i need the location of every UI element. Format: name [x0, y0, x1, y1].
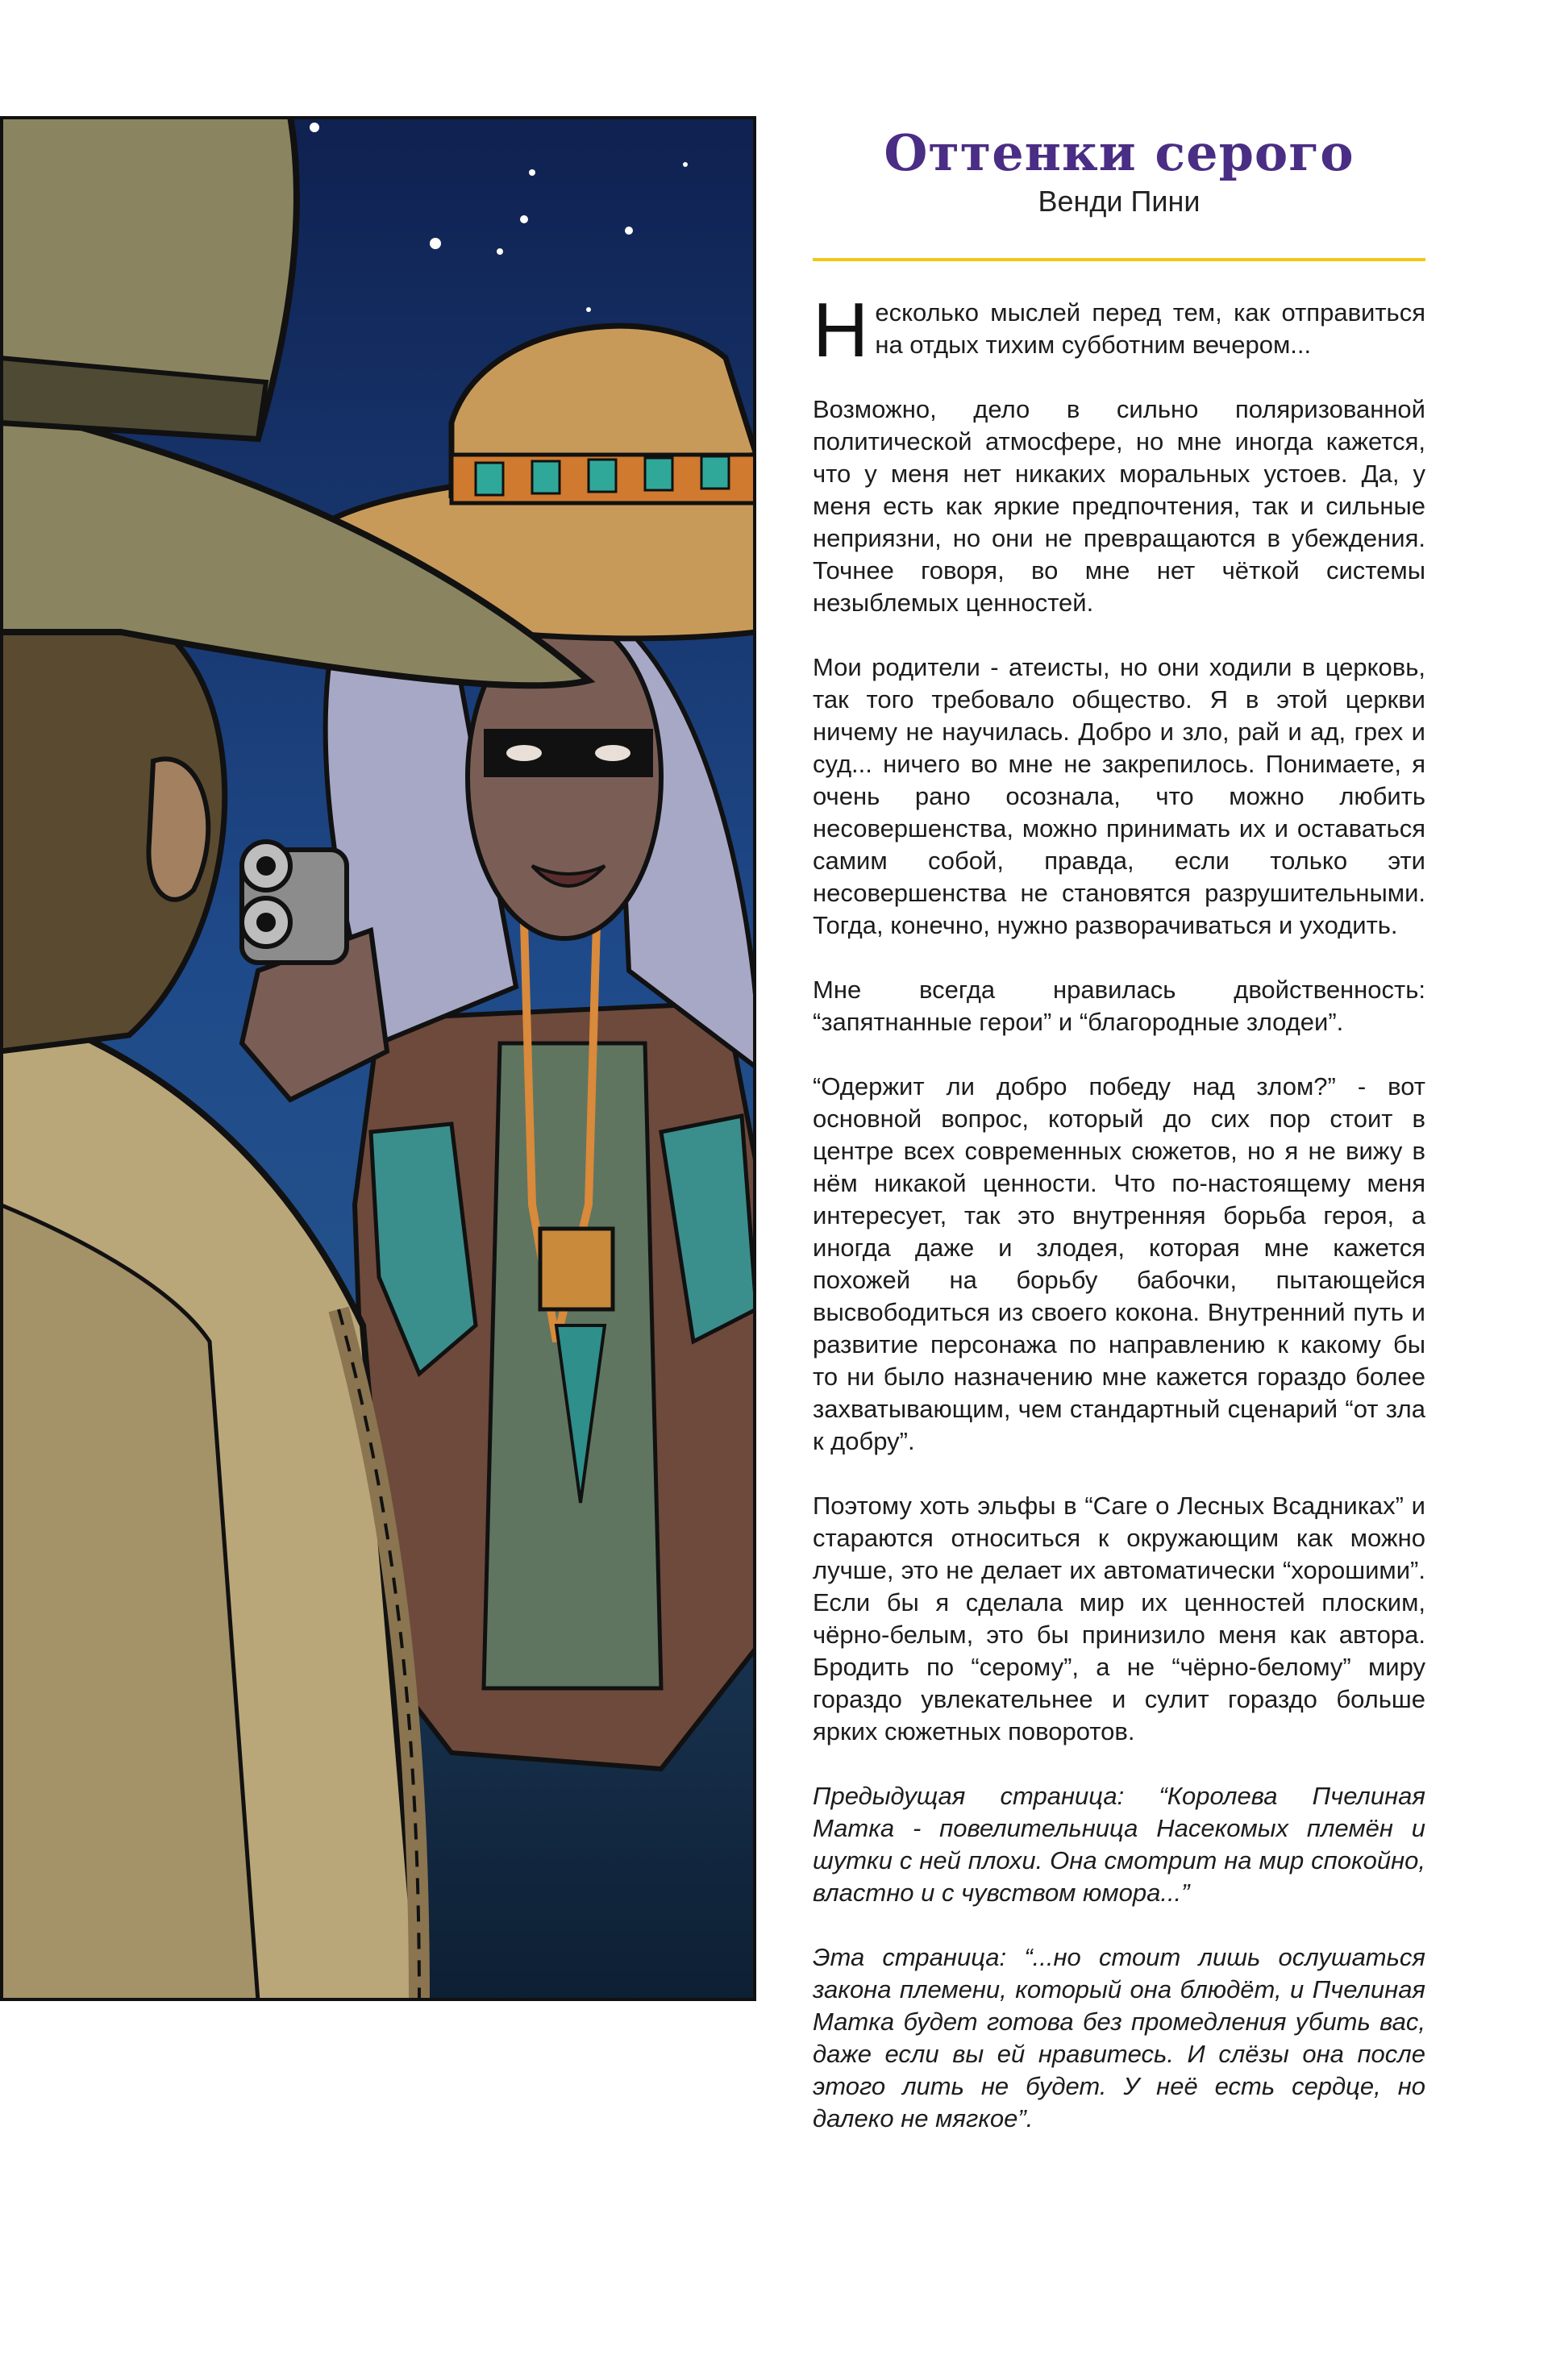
article-author: Венди Пини	[1038, 185, 1201, 218]
body-paragraph: “Одержит ли добро победу над злом?” - вот основной вопрос, который до сих пор стоит в центре всех современных сюжетов, но я не вижу в нём никакой ценности. Что по-настоящему меня интересует, так это внутренняя борьба героя, а иногда даже и злодея, которая мне кажется похожей на борьбу бабочки, пытающейся высвободиться из своего кокона. Внутренний путь и развитие персонажа по направлению к какому бы то ни было назначению мне кажется гораздо более захватывающим, чем стандартный сценарий “от зла к добру”.	[813, 1072, 1425, 1455]
article-title: Оттенки серого	[884, 123, 1354, 182]
caption-previous-page: Предыдущая страница: “Королева Пчелиная Матка - повелительница Насекомых племён и шутки с ней плохи. Она смотрит на мир спокойно, властно и с чувством юмора...”	[813, 1782, 1425, 1907]
drop-cap: Н	[813, 287, 869, 373]
body-paragraph: Мне всегда нравилась двойственность: “запятнанные герои” и “благородные злодеи”.	[813, 976, 1425, 1036]
article-column	[813, 116, 1425, 2167]
intro-text: есколько мыслей перед тем, как отправиться на отдых тихим субботним вечером...	[875, 298, 1425, 359]
illustration-artwork	[0, 116, 756, 2001]
yellow-divider	[813, 258, 1425, 261]
comic-illustration	[0, 116, 756, 2001]
body-paragraph: Поэтому хоть эльфы в “Саге о Лесных Всадниках” и стараются относиться к окружающим как можно лучше, это не делает их автоматически “хорошими”. Если бы я сделала мир их ценностей плоским, чёрно-белым, это бы принизило меня как автора. Бродить по “серому”, а не “чёрно-белому” миру гораздо увлекательнее и сулит гораздо больше ярких сюжетных поворотов.	[813, 1492, 1425, 1745]
body-paragraph: Мои родители - атеисты, но они ходили в церковь, так того требовало общество. Я в этой церкви ничему не научилась. Добро и зло, рай и ад, грех и суд... ничего во мне не закрепилось. Понимаете, я очень рано осознала, что можно любить несовершенства, можно принимать их и оставаться самим собой, правда, если только эти несовершенства не становятся разрушительными. Тогда, конечно, нужно разворачиваться и уходить.	[813, 653, 1425, 939]
body-paragraph: Возможно, дело в сильно поляризованной политической атмосфере, но мне иногда кажется, что у меня нет никаких моральных устоев. Да, у меня есть как яркие предпочтения, так и сильные неприязни, но они не превращаются в убеждения. Точнее говоря, во мне нет чёткой системы незыблемых ценностей.	[813, 395, 1425, 617]
caption-this-page: Эта страница: “...но стоит лишь ослушаться закона племени, который она блюдёт, и Пчелиная Матка будет готова без промедления убить вас, даже если вы ей нравитесь. И слёзы она после этого лить не будет. У неё есть сердце, но далеко не мягкое”.	[813, 1943, 1425, 2132]
intro-paragraph	[813, 287, 1425, 373]
